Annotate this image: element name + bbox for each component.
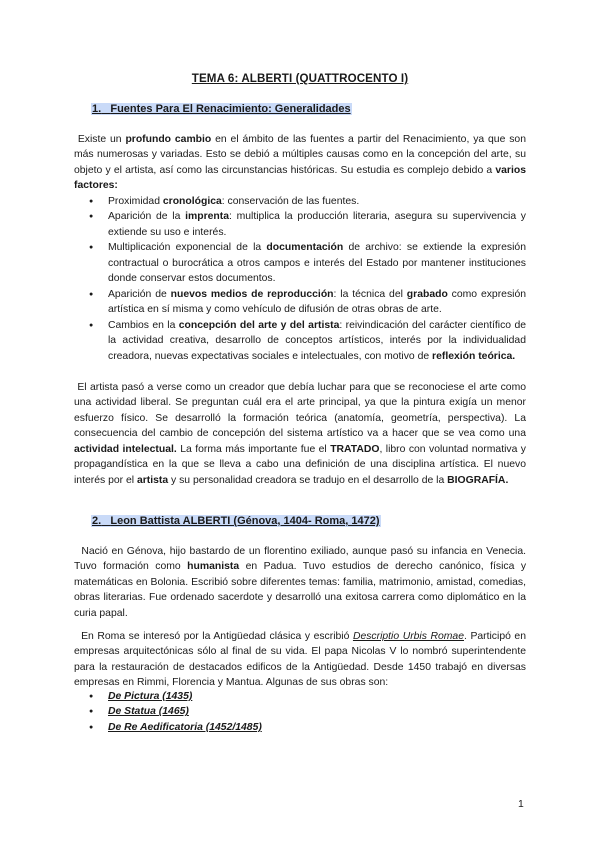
text-span: El artista pasó a verse como un creador que debía luchar para que se reconociese el arte como una actividad liberal. Se preguntan cuál era el arte principal, ya que la pintura exigía un menor esfuerzo físico. Se desarrolló la formación teórica (anatomía, geometría, perspectiva). La consecuencia del cambio de concepción del sistema artístico va a hacer que se vea como una (74, 382, 526, 440)
list-item: ● De Pictura (1435) (74, 689, 526, 704)
text-span: Aparición de (108, 288, 171, 300)
text-span: BIOGRAFÍA. (447, 474, 509, 486)
text-span: , libro con voluntad normativa y propagandística en la que se lleva a cabo una definición de una disciplina artística. El nuevo interés por el (74, 443, 526, 486)
text-span: Nació en Génova, hijo bastardo de un florentino exiliado, aunque pasó su infancia en Venecia. Tuvo formación como (74, 546, 526, 573)
text-span: en el ámbito de las fuentes a partir del Renacimiento, ya que son más numerosas y variadas. Esto se debió a múltiples causas como en la concepción del arte, su objeto y el artista, así como las circunstancias históricas. Su estudia es complejo debido a (74, 134, 526, 176)
text-span: Proximidad (108, 196, 163, 207)
text-span: profundo cambio (125, 134, 212, 145)
list-item (74, 318, 526, 364)
text-span: varios factores: (74, 164, 526, 192)
text-span: Descriptio Urbis Romae (352, 631, 464, 642)
text-span: Existe un (77, 134, 126, 145)
text-span: y su personalidad creadora se tradujo en el desarrollo de la (168, 474, 448, 486)
text-span: Aparición de la (108, 211, 186, 223)
text-span: : multiplica la producción literaria, asegura su supervivencia y extiende su uso e interés. (108, 211, 527, 238)
text-span: . Participó en empresas arquitectónicas sólo al final de su vida. El papa Nicolas V lo nombró superintendente para la restauración de destacados edificos de la Antigüedad. Desde 1450 trabajó en diversas empresas en Rimmi, Florencia y Mantua. Algunas de sus obras son: (74, 631, 526, 689)
text-span: : conservación de las fuentes. (221, 196, 360, 207)
list-item: ● De Re Aedificatoria (1452/1485) (74, 720, 526, 735)
list-item (74, 209, 526, 240)
factors-list (74, 194, 526, 364)
list-item (74, 287, 526, 318)
text-span: documentación (266, 242, 344, 254)
text-span: como expresión artística en sí misma y como vehículo de difusión de otras obras de arte. (108, 288, 527, 316)
text-span: artista (136, 474, 169, 486)
text-span: concepción del arte y del artista (178, 319, 340, 331)
text-span: TRATADO (330, 443, 380, 455)
text-span: reflexión teórica. (432, 350, 516, 362)
section-heading-2 (91, 515, 381, 527)
list-item (74, 240, 526, 286)
page-number: 1 (518, 799, 524, 810)
text-span: Cambios en la (108, 319, 179, 331)
text-span: de archivo: se extiende la expresión contractual o burocrática a otros campos e interés del Estado por mantener instituciones donde conservar estos documentos. (108, 242, 526, 285)
text-span: grabado (406, 288, 448, 300)
section-number: 2. (92, 515, 102, 527)
artist-paragraph (74, 380, 526, 488)
text-span: : reivindicación del carácter científico de la actividad creativa, desarrollo de conceptos artísticos, interés por la individualidad creadora, nuevas expectativas sociales e intelectuales, con motivo de (108, 319, 526, 362)
text-span: nuevos medios de reproducción (170, 288, 334, 300)
section-heading-1 (91, 103, 352, 115)
text-span: La forma más importante fue el (176, 443, 331, 455)
text-span: Multiplicación exponencial de la (108, 242, 267, 254)
text-span: cronológica (162, 196, 222, 207)
text-span: imprenta (185, 211, 229, 223)
section-number: 1. (92, 103, 102, 115)
intro-paragraph (74, 132, 526, 194)
section-heading-text: Fuentes Para El Renacimiento: Generalidades (110, 103, 351, 115)
page-title: TEMA 6: ALBERTI (QUATTROCENTO I) (191, 72, 409, 85)
text-span: humanista (187, 561, 240, 573)
list-item: ● De Statua (1465) (74, 704, 526, 719)
list-item (74, 194, 526, 209)
text-span: En Roma se interesó por la Antigüedad clásica y escribió (81, 631, 353, 642)
text-span: en Padua. Tuvo estudios de derecho canónico, física y matemáticas en Bolonia. Escribió sobre diferentes temas: familia, matrimonio, amistad, comedias, obras literarias. Fue ordenado sacerdote y desarrolló una exitosa carrera como diplomático en la curia papal. (74, 561, 527, 619)
rome-paragraph (74, 629, 526, 691)
section-heading-text: Leon Battista ALBERTI (Génova, 1404- Roma, 1472) (110, 515, 380, 527)
works-list (74, 689, 526, 735)
text-span: : la técnica del (333, 288, 407, 300)
biography-paragraph (74, 544, 526, 621)
text-span: actividad intelectual. (74, 443, 177, 455)
